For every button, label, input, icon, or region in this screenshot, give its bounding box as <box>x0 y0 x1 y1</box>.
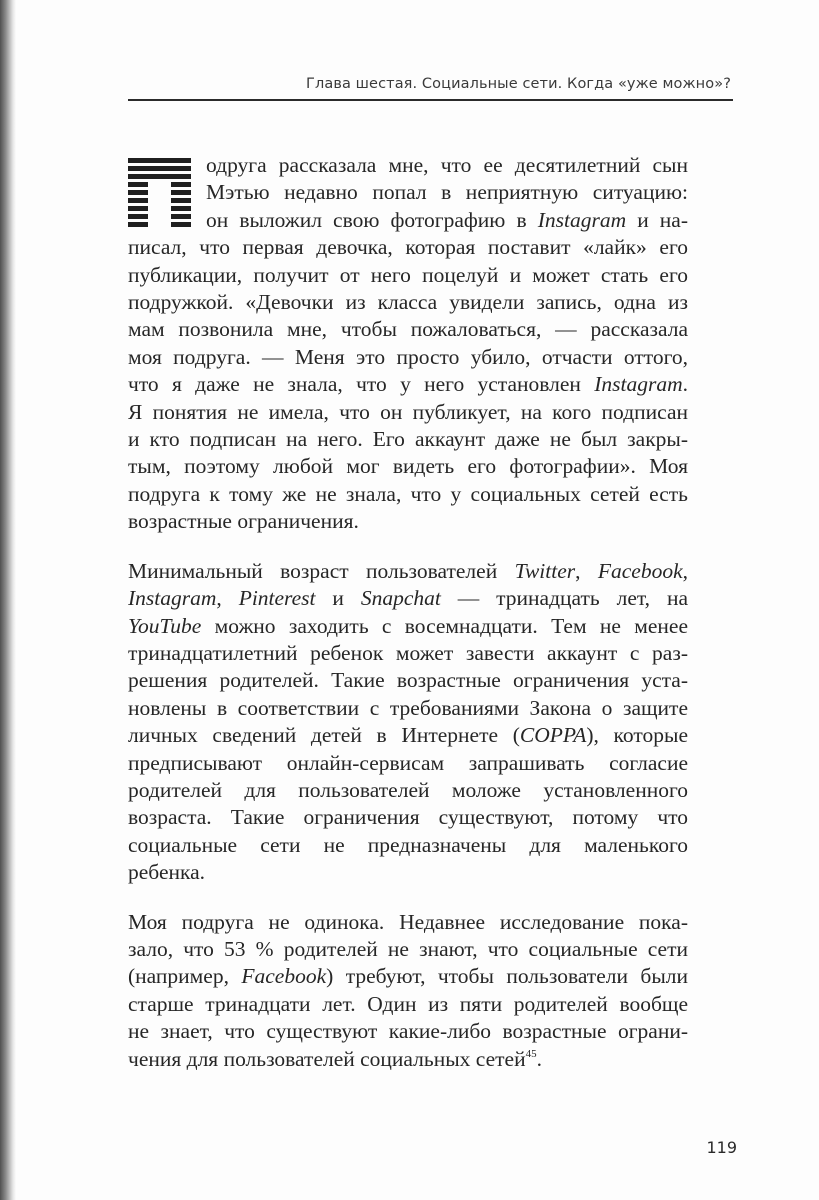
italic-term: COPPA <box>519 723 587 748</box>
text-line: предписывают онлайн-сервисам запрашивать согласие <box>128 750 688 775</box>
text-line <box>128 585 688 612</box>
text-line <box>128 558 688 585</box>
text-run: что я даже не знала, что у него установлен <box>128 372 595 397</box>
text-line: мам позвонила мне, чтобы пожаловаться, — рассказала <box>128 317 688 342</box>
text-run: и на- <box>626 207 688 232</box>
text-run: ) требуют, чтобы пользователи были <box>326 964 688 989</box>
text-line: ребенка. <box>128 860 206 885</box>
italic-term: Instagram <box>594 372 683 397</box>
italic-term: Snapchat <box>360 586 441 611</box>
italic-term: Twitter <box>514 558 576 583</box>
italic-term: Facebook <box>597 558 683 583</box>
text-line: старше тринадцати лет. Один из пяти родителей вообще <box>128 991 688 1016</box>
text-line: Мэтью недавно попал в неприятную ситуацию: <box>206 180 688 205</box>
text-line: социальные сети не предназначены для маленького <box>128 832 688 857</box>
text-run: — тринадцать лет, на <box>440 586 688 611</box>
text-line <box>128 613 688 640</box>
italic-term: Instagram <box>537 207 627 232</box>
text-line: возраста. Такие ограничения существуют, потому что <box>128 805 688 830</box>
text-run: он выложил свою фотографию в <box>206 207 538 232</box>
text-line: решения родителей. Такие возрастные ограничения уста- <box>128 668 688 693</box>
text-run: и <box>315 586 361 611</box>
italic-term: YouTube <box>128 613 202 638</box>
text-line: моя подруга. — Меня это просто убило, отчасти оттого, <box>128 344 688 369</box>
text-line: тым, поэтому любой мог видеть его фотографии». Моя <box>128 454 688 479</box>
italic-term: Pinterest <box>238 586 316 611</box>
text-line <box>128 963 688 990</box>
text-run: , <box>682 558 688 583</box>
text-run: ), которые <box>586 723 688 748</box>
text-run: (например, <box>128 964 242 989</box>
text-line: Моя подруга не одинока. Недавнее исследование пока- <box>128 909 688 934</box>
body-text <box>128 152 688 1073</box>
text-run: Минимальный возраст пользователей <box>128 558 515 583</box>
text-line <box>128 722 688 749</box>
text-line: не знает, что существуют какие-либо возрастные ограни- <box>128 1019 688 1044</box>
text-line: тринадцатилетний ребенок может завести аккаунт с раз- <box>128 640 688 665</box>
text-line <box>128 1046 688 1073</box>
header-rule <box>128 99 733 101</box>
text-line: Я понятия не имела, что он публикует, на кого подписан <box>128 399 688 424</box>
text-line: зало, что 53 % родителей не знают, что социальные сети <box>128 936 688 961</box>
text-line: новлены в соответствии с требованиями Закона о защите <box>128 695 688 720</box>
text-line: подружкой. «Девочки из класса увидели запись, одна из <box>128 290 688 315</box>
text-line: писал, что первая девочка, которая поставит «лайк» его <box>128 235 688 260</box>
text-run: . <box>682 372 688 397</box>
text-run: можно заходить с восемнадцати. Тем не менее <box>201 613 688 638</box>
text-run: , <box>216 586 239 611</box>
text-run: , <box>575 558 598 583</box>
text-line: возрастные ограничения. <box>128 509 359 534</box>
page-edge-shadow <box>0 0 16 1200</box>
text-line: и кто подписан на него. Его аккаунт даже не был закры- <box>128 427 688 452</box>
page-number: 119 <box>706 1138 737 1157</box>
paragraph-3 <box>128 909 688 1073</box>
text-line: публикации, получит от него поцелуй и может стать его <box>128 262 688 287</box>
running-head: Глава шестая. Социальные сети. Когда «уже можно»? <box>306 76 731 92</box>
paragraph-2 <box>128 558 688 887</box>
italic-term: Instagram <box>128 586 217 611</box>
text-run: . <box>536 1046 542 1071</box>
italic-term: Facebook <box>241 964 327 989</box>
footnote-marker[interactable]: 45 <box>525 1047 537 1060</box>
text-run: чения для пользователей социальных сетей <box>128 1046 526 1071</box>
text-line: подруга к тому же не знала, что у социальных сетей есть <box>128 481 688 506</box>
text-line: одруга рассказала мне, что ее десятилетний сын <box>206 153 688 177</box>
text-line <box>128 371 688 398</box>
text-line <box>128 207 688 234</box>
text-run: личных сведений детей в Интернете ( <box>128 723 520 748</box>
text-line: родителей для пользователей моложе установленного <box>128 777 688 802</box>
paragraph-1 <box>128 152 688 536</box>
